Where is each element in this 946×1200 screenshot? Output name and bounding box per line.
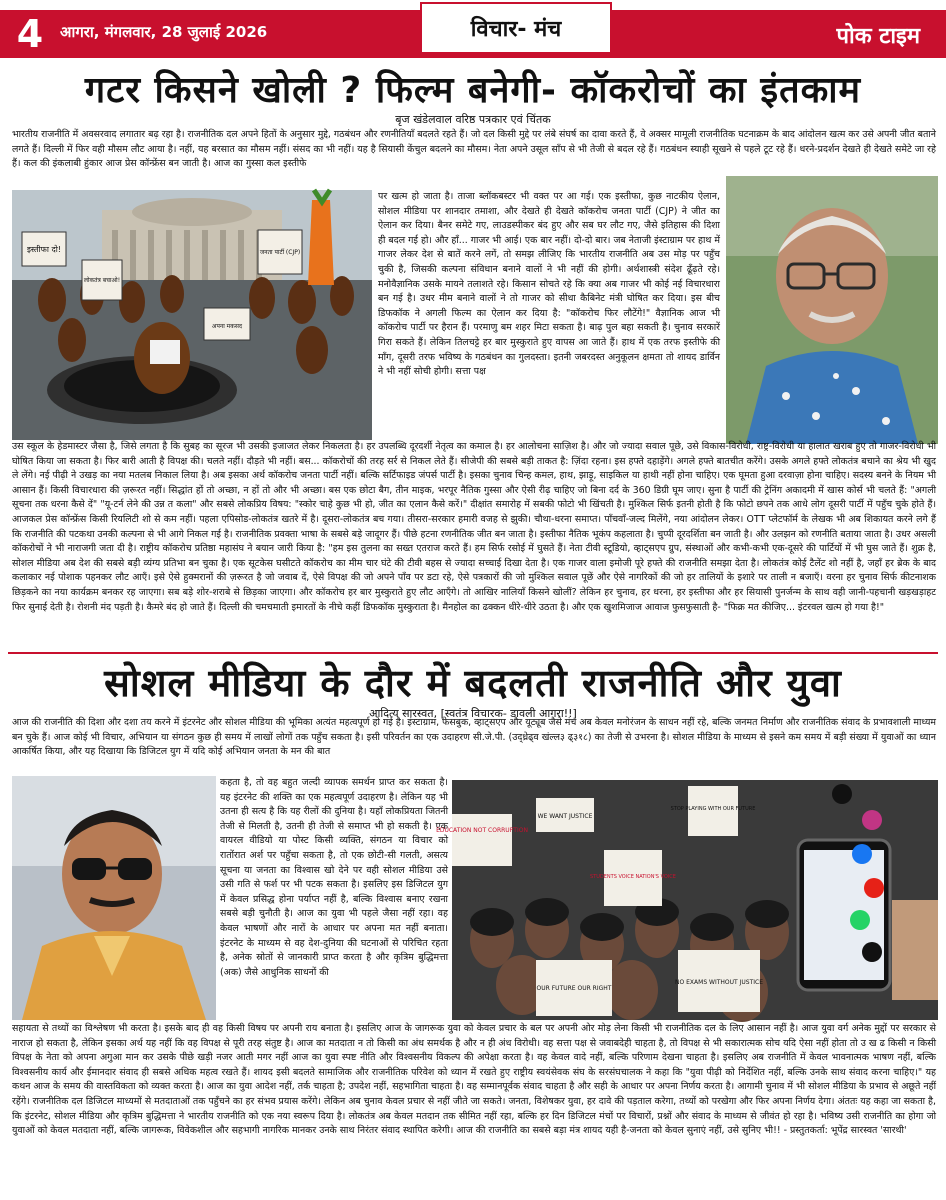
article1-byline: बृज खंडेलवाल वरिष्ठ पत्रकार एवं चिंतक <box>395 113 551 126</box>
section-title: विचार- मंच <box>470 17 562 42</box>
author-portrait-photo <box>726 176 938 444</box>
newspaper-brand: पोक टाइम <box>836 24 920 49</box>
article1-column: पर खत्म हो जाता है। ताजा ब्लॉकबस्टर भी वक्त पर आ गई। एक इस्तीफा, कुछ नाटकीय ऐलान, सोशल मीडिया पर शानदार तमाशा, और देखते ही देखते कॉकरोच जनता पार्टी (CJP) ने जीत का ऐलान कर दिया। बैनर समेटे गए, लाउडस्पीकर बंद हुए और सब घर लौट गए, जैसे इतिहास की दिशा ही बदल गई हो। और हाँ... गाजर भी आई। एक बार नहीं। दो-दो बार। जब नेताजी इंस्टाग्राम पर हाथ में गाजर लेकर देश से बातें करने लगें, तो समझ लीजिए कि भारतीय राजनीति अब उस मोड़ पर पहुँच चुकी है, जिसकी कल्पना संविधान बनाने वालों ने भी नहीं की होगी। अर्थशास्त्री संदेश ढूँढ़ते रहे। मनोवैज्ञानिक उसके मायने तलाशते रहे। किसान सोचते रहे कि क्या अब गाजर भी कोई नई विचारधारा बन गई है। उधर मीम बनाने वालों ने तो गाजर को सीधा कैबिनेट मंत्री घोषित कर दिया। इस बीच डिफकॉक ने अगली फिल्म का ऐलान कर दिया है: "कॉकरोच फिर लौटेंगे!" वैज्ञानिक आज भी कॉकरोच पार्टी पर हैरान हैं। परमाणु बम शहर मिटा सकता है। बाढ़ पुल बहा सकती है। चुनाव सरकारें गिरा सकते हैं। लेकिन तिलचट्टे हर बार मुस्कुराते हुए वापस आ जाते हैं। हाथ में एक तरफ इस्तीफे की माँग, दूसरी तरफ भविष्य के गठबंधन का गुलदस्ता। इतनी जबरदस्त अनुकूलन क्षमता तो शायद डार्विन ने भी नहीं सोची होगी। सत्ता पक्ष <box>378 191 720 378</box>
article2-byline: आदित्य सारस्वत, [स्वतंत्र विचारक- डावली आगरा!!] <box>369 707 577 720</box>
article-divider <box>8 652 938 654</box>
protest-graphic <box>436 780 938 1020</box>
author-portrait-photo-2 <box>12 776 216 1020</box>
illustration-graphic <box>12 190 372 440</box>
article2-headline: सोशल मीडिया के दौर में बदलती राजनीति और युवा <box>104 661 842 705</box>
student-protest-collage <box>436 780 938 1020</box>
page-number: 4 <box>0 10 60 58</box>
sign-own-motive: अपना मकसद <box>211 323 243 330</box>
article2-body: सहायता से तथ्यों का विश्लेषण भी करता है। इसके बाद ही वह किसी विषय पर अपनी राय बनाता है। इसलिए आज के जागरूक युवा को केवल प्रचार के बल पर अपनी ओर मोड़ लेना किसी भी राजनीतिक दल के लिए आसान नहीं है। आज युवा वर्ग अनेक मुद्दों पर सरकार से नाराज हो सकता है, लेकिन इसका अर्थ यह नहीं कि वह विपक्ष से पूरी तरह संतुष्ट है। आज का मतदाता न तो किसी का अंध समर्थक है और न ही अंध विरोधी। वह सत्ता पक्ष से जवाबदेही चाहता है, तो विपक्ष से भी सकारात्मक सोच यदि ऐसा नहीं होता तो उ ख ढ किसी न किसी विपक्ष के नेता को अपना अगुआ मान कर उसके पीछे खड़ी नजर आती मगर नहीं आज का युवा स्पष्ट नीति और विश्वसनीय विकल्प की अपेक्षा करता है। वह केवल वादे नहीं, बल्कि परिणाम देखना चाहता है। इसलिए अब राजनीति में केवल भावनात्मक भाषण नहीं, बल्कि विश्वसनीय कार्य और ईमानदार संवाद ही सबसे अधिक महत्व रखते हैं। शायद इसी बदलते सामाजिक और राजनीतिक परिवेश को ध्यान में रखते हुए राष्ट्रीय स्वयंसेवक संघ के सरसंघचालक ने कहा कि "युवा पीढ़ी को निर्देशित नहीं, बल्कि उनके साथ संवाद करना चाहिए।" यह कथन आज के समय की वास्तविकता को व्यक्त करता है। आज का युवा आदेश नहीं, तर्क चाहता है; उपदेश नहीं, सहभागिता चाहता है। वह सम्मानपूर्वक संवाद चाहता है और सही के आधार पर अपना निर्णय करता है। आगामी चुनाव में भी सोशल मीडिया के प्रभाव से अछूते नहीं रहेंगे। राजनीतिक दल डिजिटल माध्यमों से मतदाताओं तक पहुँचने का हर संभव प्रयास करेंगे। लेकिन अब चुनाव केवल प्रचार से नहीं जीते जा सकते। जनता, विशेषकर युवा, हर दावे की पड़ताल करेगा, तथ्यों को परखेगा और फिर अपना निर्णय देगा। अंततः यह कहा जा सकता है, कि इंटरनेट, सोशल मीडिया और कृत्रिम बुद्धिमत्ता ने भारतीय राजनीति को एक नया स्वरूप दिया है। लोकतंत्र अब केवल मतदान तक सीमित नहीं रहा, बल्कि हर दिन डिजिटल मंचों पर विचारों, प्रश्नों और संवाद के माध्यम से जीवंत हो रहा है। भविष्य उसी राजनीति का होगा जो युवाओं को केवल मतदाता नहीं, बल्कि जागरूक, विवेकशील और सहभागी नागरिक मानकर उनके साथ निरंतर संवाद स्थापित करेगी। आज की राजनीति का सबसे बड़ा मंत्र शायद यही है-जनता को केवल सुनाएं नहीं, उसे सुनिए भी!! - प्रस्तुतकर्ता: भूपेंद्र सारस्वत 'सारथी' <box>12 1023 936 1137</box>
sign-justice: WE WANT JUSTICE <box>537 813 593 820</box>
sign-cjp: जनता पार्टी (CJP) <box>259 249 301 256</box>
section-label <box>420 2 612 52</box>
sign-education: EDUCATION NOT CORRUPTION <box>436 827 528 834</box>
article2-column: कहता है, तो वह बहुत जल्दी व्यापक समर्थन प्राप्त कर सकता है। यह इंटरनेट की शक्ति का एक महत्वपूर्ण उदाहरण है। लेकिन यह भी उतना ही सत्य है कि यह रीलों की दुनिया है। यहाँ लोकप्रियता जितनी तेजी से मिलती है, उतनी ही तेजी से समाप्त भी हो सकती है। एक वायरल वीडियो या पोस्ट किसी व्यक्ति, संगठन या विचार को रातोंरात अर्श पर पहुँचा सकता है, तो एक छोटी-सी गलती, असत्य सूचना या जनता का विश्वास खो देने पर वही सोशल मीडिया उसे उसी गति से फर्श पर भी पटक सकता है। इसलिए इस डिजिटल युग में केवल प्रसिद्ध होना पर्याप्त नहीं है, बल्कि विश्वास बनाए रखना सबसे बड़ी चुनौती है। आज का युवा भी पहले जैसा नहीं रहा। वह केवल भाषणों और नारों के आधार पर अपना मत नहीं बनाता। इंटरनेट के माध्यम से वह देश-दुनिया की घटनाओं से परिचित रहता है, अनेक स्रोतों से जानकारी प्राप्त करता है और कृत्रिम बुद्धिमत्ता (अक) जैसे आधुनिक साधनों की <box>220 777 448 978</box>
cockroach-protest-illustration <box>12 190 372 440</box>
portrait2-graphic <box>12 776 216 1020</box>
article1-intro: भारतीय राजनीति में अवसरवाद लगातार बढ़ रहा है। राजनीतिक दल अपने हितों के अनुसार मुद्दे, गठबंधन और रणनीतियाँ बदलते रहते हैं। जो दल किसी मुद्दे पर लंबे संघर्ष का दावा करते हैं, वे अक्सर मामूली राजनीतिक घटनाक्रम के बाद आंदोलन खत्म कर उसे अपनी जीत बताने लगते हैं। दिल्ली में फिर वही मौसम लौट आया है। नहीं, यह बरसात का मौसम नहीं। संसद का भी नहीं। यह है सियासी केंचुल बदलने का मौसम। नेता अपने उसूल साँप से भी तेजी से बदल रहे हैं। गठबंधन स्याही सूखने से पहले टूट रहे हैं। धरने-प्रदर्शन देखते ही देखते समेटे जा रहे हैं। कल की इंकलाबी हुंकार आज प्रेस कॉन्फ्रेंस बन जाती है। आज का गुस्सा कल इस्तीफे <box>12 129 936 170</box>
sign-students-voice: STUDENTS VOICE NATION'S VOICE <box>590 874 676 880</box>
article1-body: उस स्कूल के हेडमास्टर जैसा है, जिसे लगता है कि सुबह का सूरज भी उसकी इजाजत लेकर निकलता है। हर उपलब्धि दूरदर्शी नेतृत्व का कमाल है। हर आलोचना साज़िश है। और जो ज्यादा सवाल पूछे, उसे विकास-विरोधी, राष्ट्र-विरोधी या हालात खराब हुए तो गाजर-विरोधी भी घोषित किया जा सकता है। फिर बारी आती है विपक्ष की। चलते नहीं। दौड़ते भी नहीं। बस... कॉकरोचों की तरह सर्र से निकल लेते हैं। सीजेपी की सबसे बड़ी ताकत है: ज़िंदा रहना। इस हफ्ते दहाड़ेंगे। अगले हफ्ते बातचीत करेंगे। उसके अगले हफ्ते लोकतंत्र बचाने का श्रेय भी खुद ले लेंगे। नई पीढ़ी ने उखड़ का नया मतलब निकाल लिया है। अब इसका अर्थ कॉकरोच जनता पार्टी नहीं। बल्कि सर्टिफाइड जंपर्स पार्टी है। इसका चुनाव चिन्ह कमल, हाथ, झाड़ू, साइकिल या हाथी नहीं होना चाहिए। एक घूमता हुआ दरवाज़ा होना चाहिए। सदस्य बनने के नियम भी आसान हैं। किसी विचारधारा की ज़रूरत नहीं। सिद्धांत हों तो अच्छा, न हों तो और भी अच्छा। बस एक छोटा बैग, तीन माइक, भरपूर नैतिक गुस्सा और ऐसी रीढ़ चाहिए जो बिना दर्द के 360 डिग्री घूम जाए। सुना है पार्टी की ट्रेनिंग अकादमी में खास कोर्स भी चलते हैं: "अगली सूचना तक धरना कैसे दें" "यू-टर्न लेने की उन्न त कला" और सबसे लोकप्रिय विषय: "स्कोर चाहे कुछ भी हो, जीत का एलान कैसे करें।" दीक्षांत समारोह में सबकी फोटो भी खिंचती है। मुश्किल सिर्फ इतनी होती है कि फोटो छपने तक आधे लोग दूसरी पार्टी में पहुँच चुके होते हैं। आजकल प्रेस कॉन्फ्रेंस किसी रियलिटी शो से कम नहीं। पहला एपिसोड-लोकतंत्र खतरे में है। दूसरा-लोकतंत्र बच गया। तीसरा-सरकार हमारी वजह से झुकी। चौथा-धरना समाप्त। पाँचवाँ-जल्द मिलेंगे, नया आंदोलन लेकर। OTT प्लेटफॉर्म के लेखक भी अब शिकायत करने लगे हैं कि राजनीति की पटकथा उनकी कल्पना से भी आगे निकल गई है। राजनीतिक प्रवक्ता भाषा के सबसे बड़े जादूगर हैं। पीछे हटना रणनीतिक जीत बन जाता है। इस्तीफा नैतिक भूकंप कहलाता है। चुप्पी दूरदर्शिता बन जाती है। और उलझन को रणनीति बताया जाता है। उधर असली कॉकरोचों ने भी नाराजगी जता दी है। राष्ट्रीय कॉकरोच प्रतिष्ठा महासंघ ने बयान जारी किया है: "हम इस तुलना का सख्त एतराज करते हैं। हम सिर्फ रसोई में घुसते हैं। नेता टीवी स्टूडियो, व्हाट्सएप ग्रुप, संस्थाओं और कभी-कभी एक-दूसरे की पार्टियों में भी घुस जाते हैं। शुक्र है, सोशल मीडिया अब देश की सबसे बड़ी व्यंग्य प्रतिभा बन चुका है। एक सूटकेस घसीटते कॉकरोच का मीम चार घंटे की टीवी बहस से ज्यादा सच्चाई दिखा देता है। एक गाजर वाला इमोजी पूरे हफ्ते की राजनीति समझा देता है। लोकतंत्र कोई टैलेंट शो नहीं है, जहाँ हर ब्रेक के बाद कलाकार नई पोशाक पहनकर लौट आएँ। इसे ऐसे हुक्मरानों की ज़रूरत है जो जवाब दें, ऐसे विपक्ष की जो अपने पाँव पर डटा रहे, ऐसे पत्रकारों की जो मुश्किल सवाल पूछें और ऐसे नागरिकों की जो हर तालियों के इशारे पर ताली न बजाएँ। वरना हर चुनाव सिर्फ कीटनाशक छिड़कने का नया कार्यक्रम बनकर रह जाएगा। सब बड़े शोर-शराबे से छिड़का जाएगा। और कॉकरोच हर बार मुस्कुराते हुए लौट आएँगे। तो आखिर नालियाँ किसने खोलीं? लेकिन हर चुनाव, हर धरना, हर इस्तीफा और हर सियासी पुनर्जन्म के साथ वही जानी-पहचानी खड़खड़ाहट फिर सुनाई देती है। रोशनी मंद पड़ती है। कैमरे बंद हो जाते हैं। दिल्ली की चमचमाती इमारतों के नीचे कहीं डिफकॉक मुस्कुराता है। मैनहोल का ढक्कन धीरे-धीरे उठता है। और एक खुशमिजाज आवाज फुसफुसाती है- "फिक्र मत कीजिए... इंटरवल खत्म हो गया है!" <box>12 441 937 613</box>
article1-headline: गटर किसने खोली ? फिल्म बनेगी- कॉकरोचों का इंतकाम <box>84 70 862 111</box>
portrait-graphic <box>726 176 938 444</box>
dateline: आगरा, मंगलवार, 28 जुलाई 2026 <box>60 23 268 41</box>
sign-no-exams: NO EXAMS WITHOUT JUSTICE <box>675 979 763 986</box>
sign-future: STOP PLAYING WITH OUR FUTURE <box>670 806 756 812</box>
sign-save-democracy: लोकतंत्र बचाओ! <box>83 277 121 284</box>
masthead <box>0 0 946 58</box>
article2-intro: आज की राजनीति की दिशा और दशा तय करने में इंटरनेट और सोशल मीडिया की भूमिका अत्यंत महत्वपूर्ण हो गई है। इंस्टाग्राम, फेसबुक, व्हाट्सएप और यूट्यूब जैसे मंच अब केवल मनोरंजन के साधन नहीं रहे, बल्कि जनमत निर्माण और राजनीतिक संवाद के प्रभावशाली माध्यम बन चुके हैं। आज कोई भी विचार, अभियान या संगठन कुछ ही समय में लाखों लोगों तक पहुँच सकता है। इसी परिवर्तन का एक उदाहरण सी.जे.पी. (उद्ध्रेढ्व खंल्ल३ ढ्३१८) का तेजी से उभरना है। सोशल मीडिया के माध्यम से इसने कम समय में बड़ी संख्या में युवाओं का ध्यान आकर्षित किया, और यह दिखाया कि डिजिटल युग में यदि कोई अभियान जनता के मन की बात <box>12 717 936 758</box>
sign-our-right: OUR FUTURE OUR RIGHT <box>536 985 612 992</box>
sign-resign: इस्तीफा दो! <box>27 245 61 254</box>
